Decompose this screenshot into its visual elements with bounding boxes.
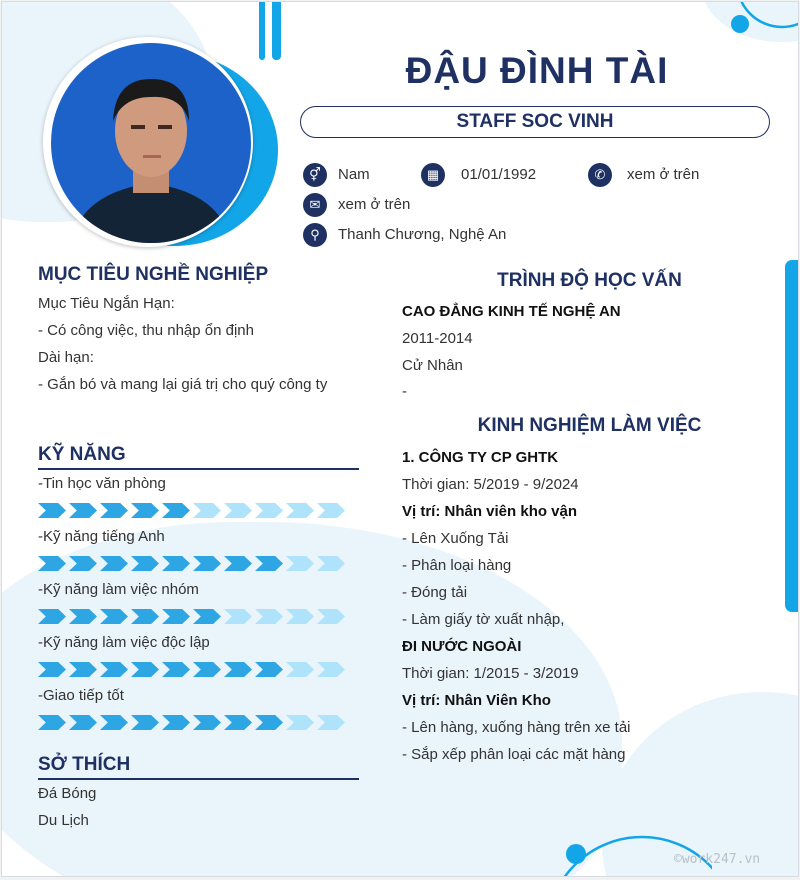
- objective-line: Mục Tiêu Ngắn Hạn:: [38, 295, 175, 312]
- deco-bar-2: [272, 2, 281, 60]
- skills-divider: [38, 468, 359, 470]
- deco-ring-top-right: [722, 1, 799, 52]
- objective-line: - Có công việc, thu nhập ổn định: [38, 322, 254, 339]
- deco-bar-right: [785, 260, 799, 612]
- avatar: [43, 37, 253, 247]
- skill-chevron: [162, 503, 190, 518]
- objective-line: Dài hạn:: [38, 349, 94, 366]
- job-time: Thời gian: 5/2019 - 9/2024: [402, 476, 579, 493]
- watermark: ©work247.vn: [674, 852, 761, 867]
- skill-chevron: [286, 503, 314, 518]
- job-task: - Sắp xếp phân loại các mặt hàng: [402, 746, 626, 763]
- job-task: - Lên Xuống Tải: [402, 530, 509, 547]
- experience-heading: KINH NGHIỆM LÀM VIỆC: [477, 415, 702, 436]
- hobby-item: Đá Bóng: [38, 785, 97, 802]
- job-task: - Đóng tải: [402, 584, 468, 601]
- education-years: 2011-2014: [402, 330, 473, 347]
- phone-value: xem ở trên: [627, 166, 700, 183]
- location-icon: ⚲: [303, 223, 327, 247]
- address-value: Thanh Chương, Nghệ An: [338, 226, 507, 243]
- job-role: Vị trí: Nhân viên kho vận: [402, 503, 578, 520]
- calendar-icon: ▦: [421, 163, 445, 187]
- dob-value: 01/01/1992: [461, 166, 537, 183]
- skill-chevron: [255, 503, 283, 518]
- deco-bar-1: [259, 2, 265, 60]
- position-title: STAFF SOC VINH: [300, 106, 770, 138]
- education-degree: Cử Nhân: [402, 357, 463, 374]
- job-role: Vị trí: Nhân Viên Kho: [402, 692, 551, 709]
- email-icon: ✉: [303, 193, 327, 217]
- hobby-item: Du Lịch: [38, 812, 89, 829]
- objective-heading: MỤC TIÊU NGHỀ NGHIỆP: [38, 264, 269, 285]
- job-task: - Lên hàng, xuống hàng trên xe tải: [402, 719, 631, 736]
- job-task: - Phân loại hàng: [402, 557, 512, 574]
- job-company: ĐI NƯỚC NGOÀI: [402, 638, 522, 655]
- skill-chevron: [193, 503, 221, 518]
- skill-chevron: [131, 503, 159, 518]
- hobbies-heading: SỞ THÍCH: [38, 754, 131, 775]
- skill-chevron: [100, 503, 128, 518]
- skills-heading: KỸ NĂNG: [38, 444, 126, 465]
- hobbies-divider: [38, 778, 359, 780]
- phone-icon: ✆: [588, 163, 612, 187]
- email-value: xem ở trên: [338, 196, 411, 213]
- skill-label: -Tin học văn phòng: [38, 475, 166, 492]
- education-heading: TRÌNH ĐỘ HỌC VẤN: [497, 270, 682, 291]
- education-note: -: [402, 383, 407, 400]
- candidate-name: ĐẬU ĐÌNH TÀI: [405, 50, 669, 91]
- job-time: Thời gian: 1/2015 - 3/2019: [402, 665, 579, 682]
- skill-label: -Kỹ năng làm việc nhóm: [38, 581, 199, 598]
- avatar-photo: [51, 43, 251, 243]
- skill-label: -Kỹ năng tiếng Anh: [38, 528, 165, 545]
- skill-chevron: [69, 503, 97, 518]
- job-company: 1. CÔNG TY CP GHTK: [402, 449, 559, 466]
- job-task: - Làm giấy tờ xuất nhập,: [402, 611, 565, 628]
- skill-label: -Kỹ năng làm việc độc lập: [38, 634, 210, 651]
- objective-line: - Gắn bó và mang lại giá trị cho quý công ty: [38, 376, 328, 393]
- gender-value: Nam: [338, 166, 370, 183]
- skill-chevron: [224, 503, 252, 518]
- education-school: CAO ĐẲNG KINH TẾ NGHỆ AN: [402, 303, 621, 320]
- skill-chevron: [317, 503, 345, 518]
- cv-page: [1, 1, 799, 877]
- skill-label: -Giao tiếp tốt: [38, 687, 124, 704]
- skill-chevron: [38, 503, 66, 518]
- gender-icon: ⚥: [303, 163, 327, 187]
